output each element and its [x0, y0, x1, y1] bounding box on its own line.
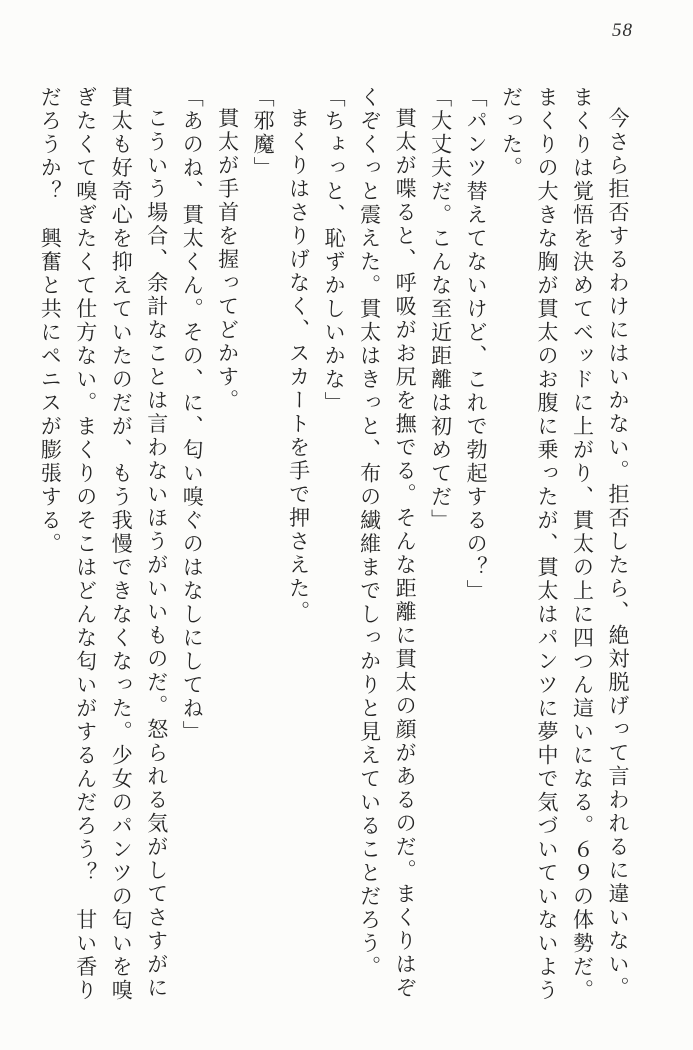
text-block	[32, 86, 635, 1014]
paragraph-dialogue-4: 「邪魔」	[251, 86, 276, 180]
paragraph-dialogue-5: 「あのね、貫太くん。その、に、匂い嗅ぐのはなしにしてね」	[180, 86, 205, 744]
paragraph-narration-2: 貫太が喋ると、呼吸がお尻を撫でる。そんな距離に貫太の顔があるのだ。まくりはぞくぞくっと震えた。貫太はきっと、布の繊維までしっかりと見えていることだろう。	[357, 86, 418, 1000]
paragraph-narration-4: 貫太が手首を握ってどかす。	[215, 107, 240, 413]
paragraph-narration-5: こういう場合、余計なことは言わないほうがいいものだ。怒られる気がしてさすがに貫太も好奇心を抑えていたのだが、もう我慢できなくなった。少女のパンツの匂いを嗅ぎたくて嗅ぎたくて仕方ない。まくりのそこはどんな匂いがするんだろう？ 甘い香りだろうか？ 興奮と共にペニスが膨張する。	[38, 86, 169, 1003]
paragraph-dialogue-3: 「ちょっと、恥ずかしいかな」	[322, 86, 347, 415]
paragraph-dialogue-1: 「パンツ替えてないけど、これで勃起するの？」	[464, 86, 489, 603]
paragraph-narration-1: 今さら拒否するわけにはいかない。拒否したら、絶対脱げって言われるに違いない。まくりは覚悟を決めてベッドに上がり、貫太の上に四つん這いになる。６９の体勢だ。まくりの大きな胸が貫太のお腹に乗ったが、貫太はパンツに夢中で気づいていないようだった。	[499, 86, 630, 1003]
paragraph-dialogue-2: 「大丈夫だ。こんな至近距離は初めてだ」	[428, 86, 453, 533]
paragraph-narration-3: まくりはさりげなく、スカートを手で押さえた。	[286, 107, 311, 624]
page-number: 58	[612, 20, 633, 41]
